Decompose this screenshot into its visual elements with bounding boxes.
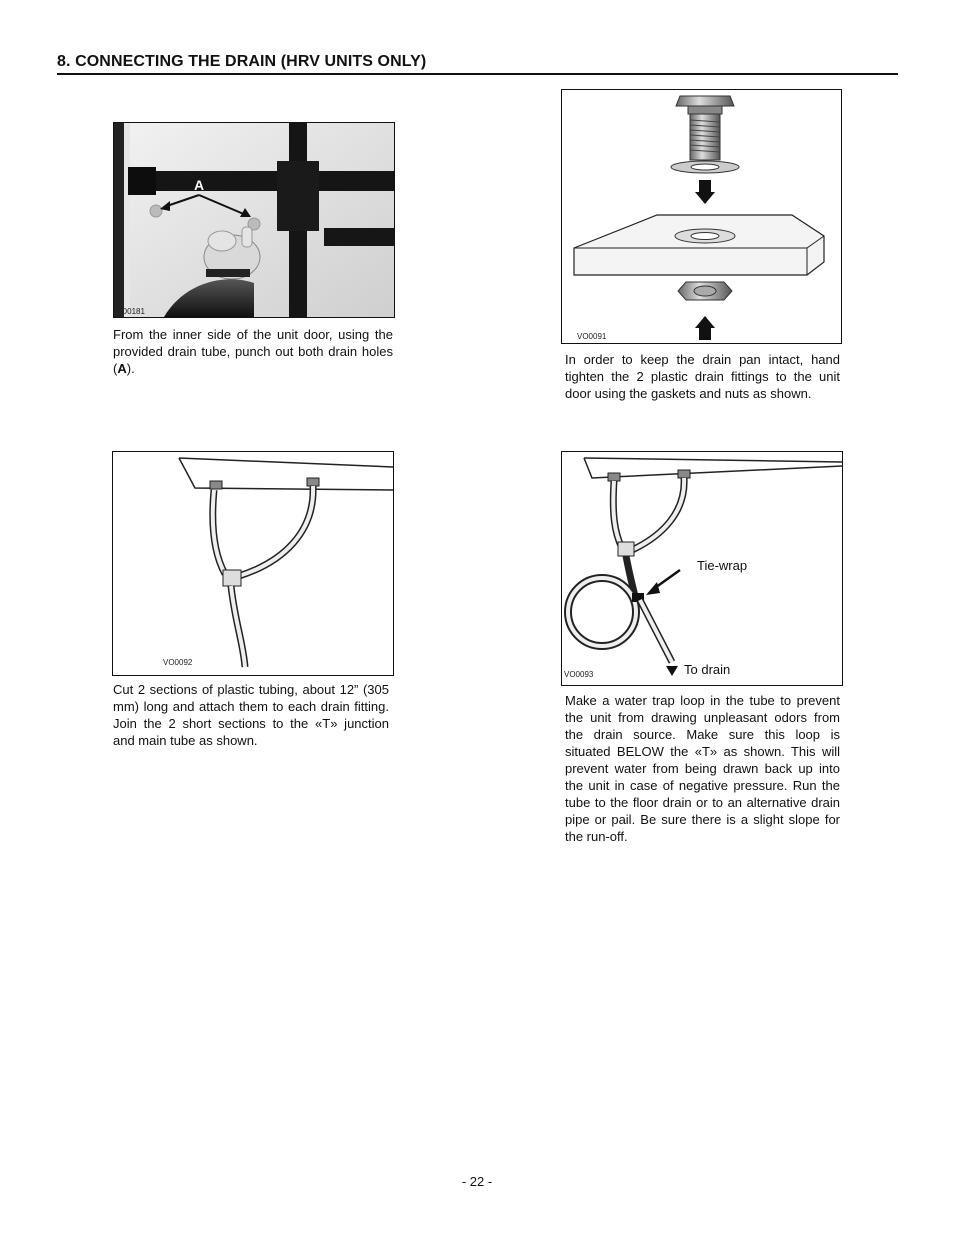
caption-step1-end: ). bbox=[126, 361, 135, 376]
tubing-drawing bbox=[113, 452, 393, 675]
caption-step3: Cut 2 sections of plastic tubing, about 12” (305 mm) long and attach them to each drain fitting. Join the 2 short sections to the «T» junction and main tube as shown. bbox=[113, 682, 389, 748]
figure-code: VO0092 bbox=[163, 658, 193, 667]
figure-drain-holes-photo bbox=[113, 122, 395, 318]
figure-code: VO0093 bbox=[564, 670, 594, 679]
figure-water-trap-loop bbox=[561, 451, 843, 686]
caption-step1 bbox=[113, 326, 393, 377]
caption-step1-bold: A bbox=[117, 361, 127, 376]
label-to-drain: To drain bbox=[684, 662, 731, 677]
caption-step1-text: From the inner side of the unit door, using the provided drain tube, punch out both drain holes ( bbox=[113, 327, 393, 376]
caption-step4: Make a water trap loop in the tube to prevent the unit from drawing unpleasant odors from the drain source. Make sure this loop is situated BELOW the «T» as shown. This will prevent water from being drawn back up into the unit in case of negative pressure. Run the tube to the floor drain or to an alternative drain pipe or pail. Be sure there is a slight slope for the run-off. bbox=[565, 693, 840, 844]
figure-fitting-assembly bbox=[561, 89, 842, 344]
section-title: 8. CONNECTING THE DRAIN (HRV UNITS ONLY) bbox=[57, 53, 898, 75]
caption-step2: In order to keep the drain pan intact, hand tighten the 2 plastic drain fittings to the unit door using the gaskets and nuts as shown. bbox=[565, 352, 840, 401]
label-tie-wrap: Tie-wrap bbox=[697, 558, 748, 573]
page-number: - 22 - bbox=[461, 1174, 493, 1189]
figure-code: VD0181 bbox=[116, 307, 145, 316]
figure-code: VO0091 bbox=[577, 332, 607, 341]
figure-tubing-t-junction bbox=[112, 451, 394, 676]
photo-illustration bbox=[114, 123, 394, 317]
label-a: A bbox=[194, 177, 205, 193]
fitting-assembly-drawing bbox=[562, 90, 841, 343]
